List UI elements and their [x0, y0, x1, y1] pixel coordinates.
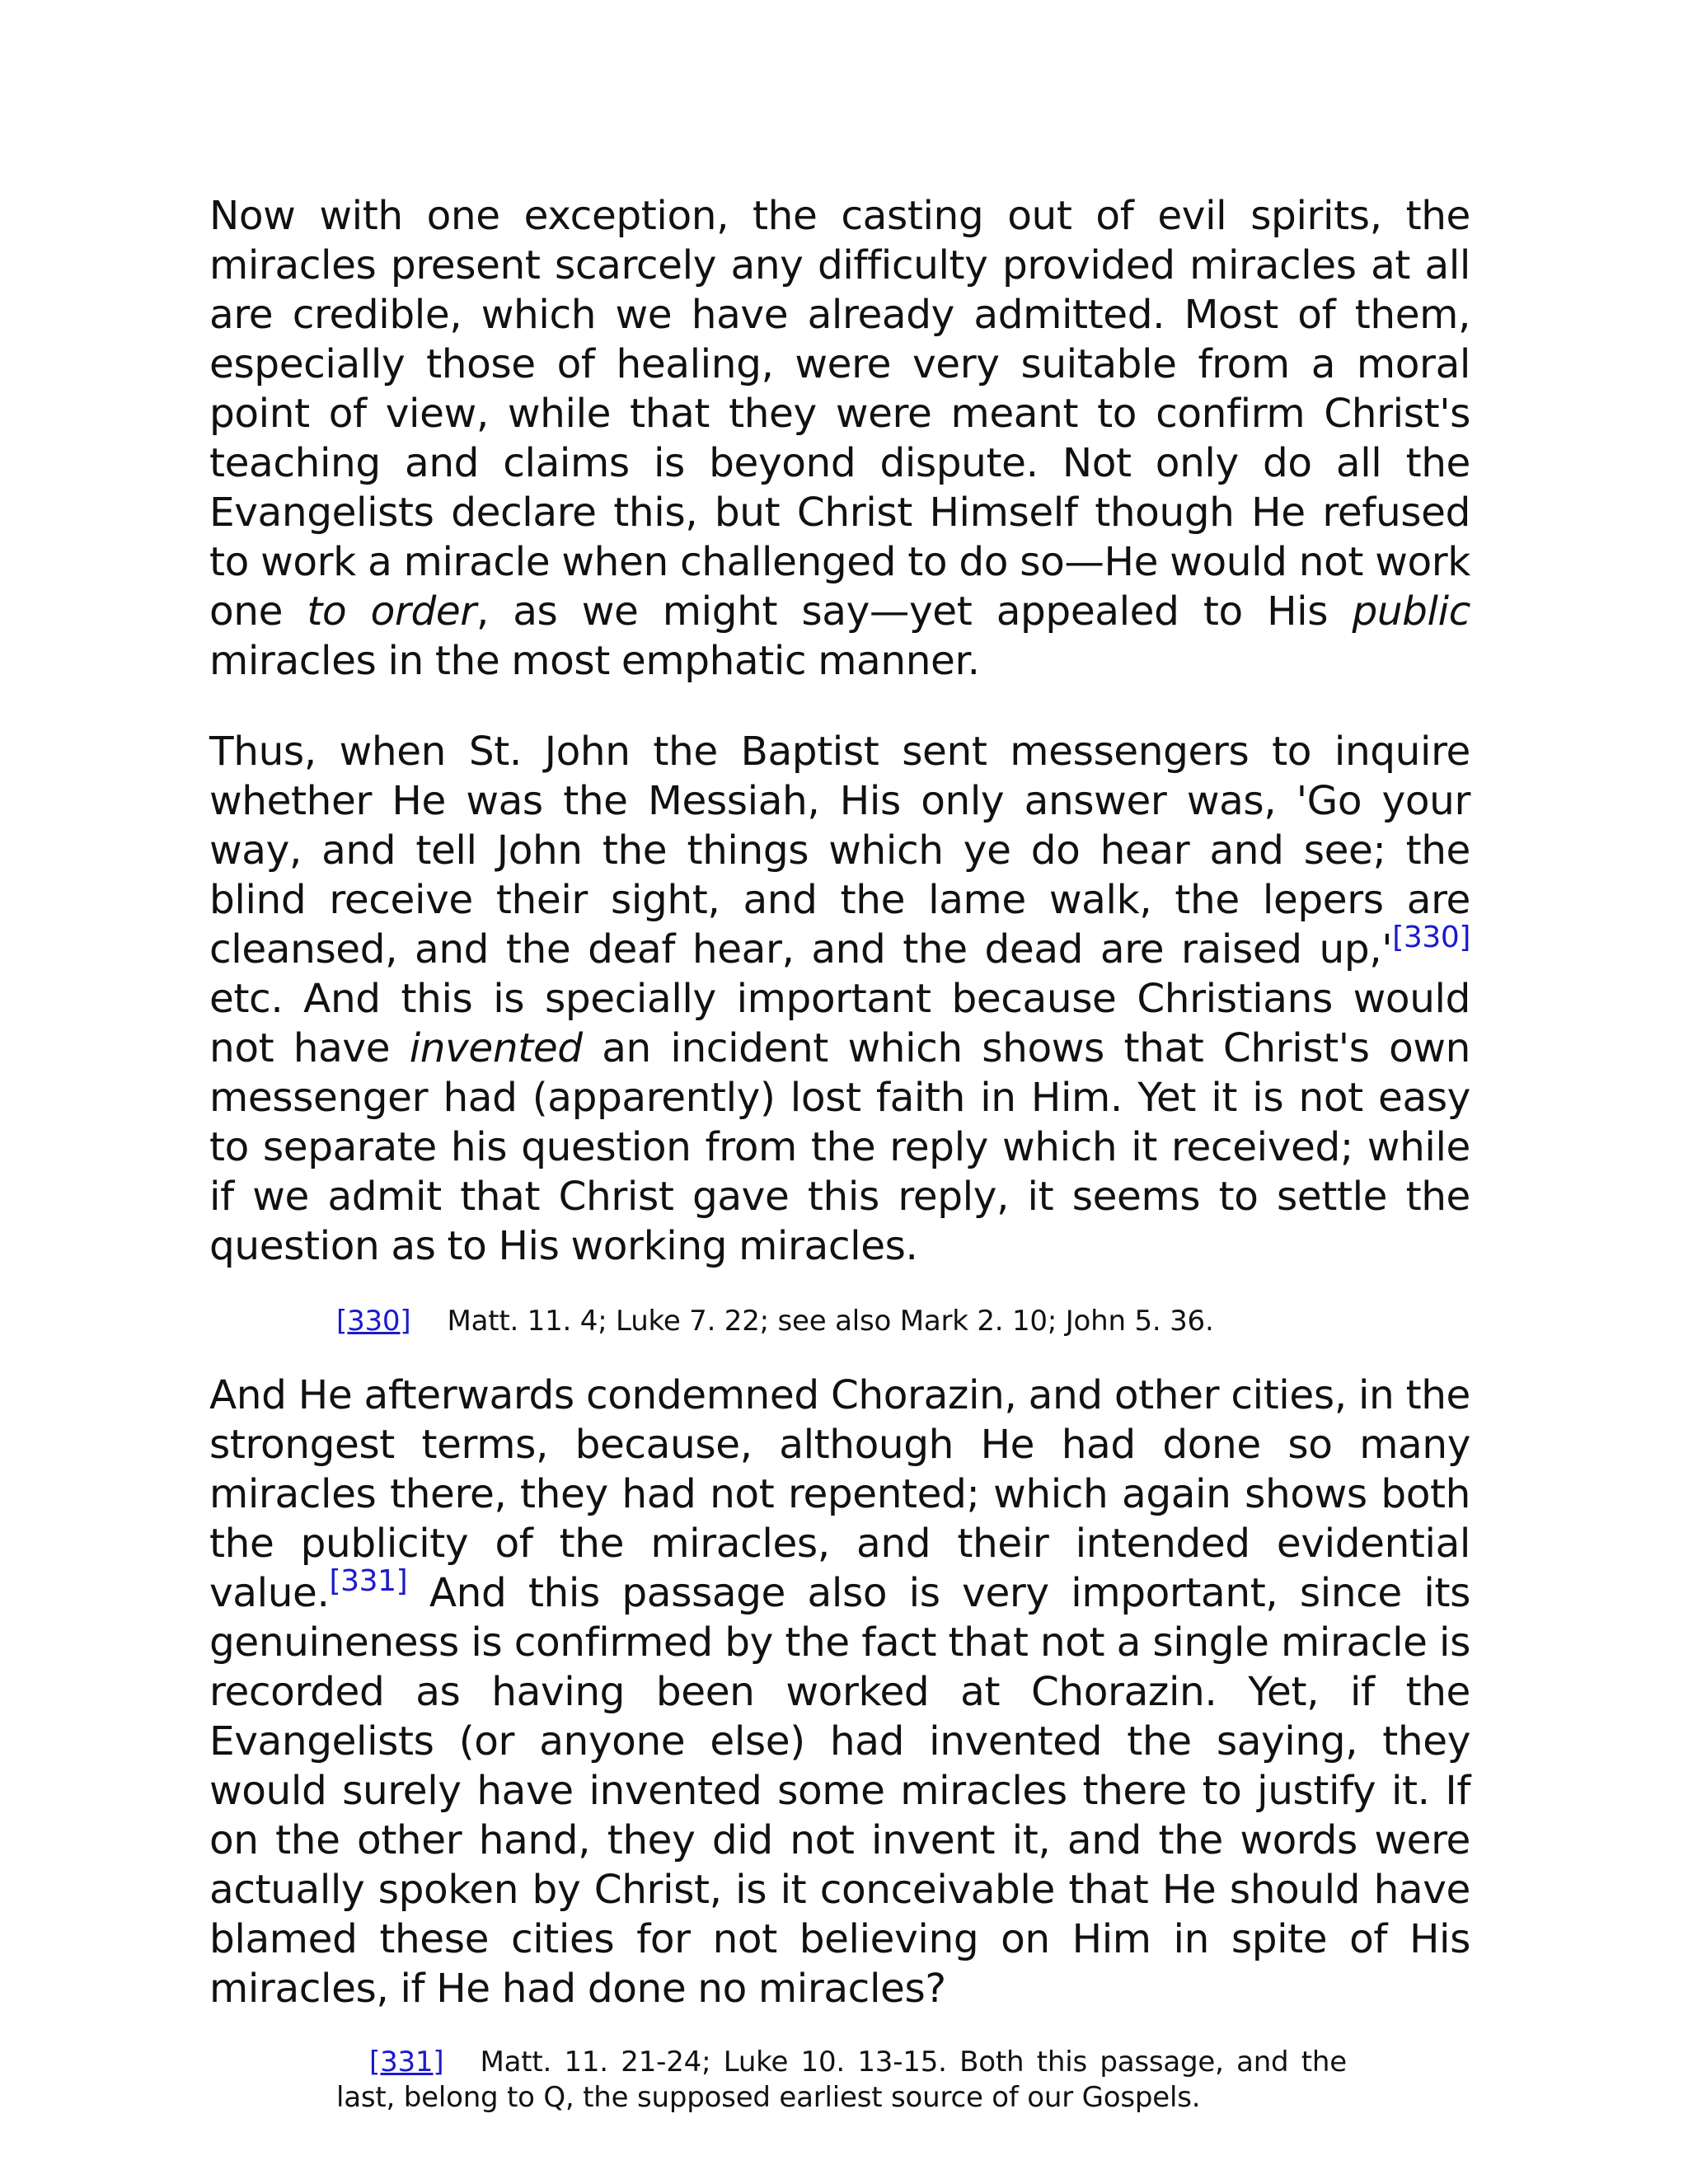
- paragraph-text: miracles in the most emphatic manner.: [209, 638, 980, 684]
- paragraph-text: And He afterwards condemned Chorazin, and other cities, in the strongest terms, because, although He had done so many miracles there, they had not repented; which again shows both the publicity of the miracles, and their intended evidential value.: [209, 1372, 1470, 1616]
- emphasis-public: public: [1352, 588, 1470, 635]
- paragraph-text: And this passage also is very important, since its genuineness is confirmed by the fact that not a single miracle is recorded as having been worked at Chorazin. Yet, if the Evangelists (or anyone else) had invented the saying, they would surely have invented some miracles there to justify it. If on the other hand, they did not invent it, and the words were actually spoken by Christ, is it conceivable that He should have blamed these cities for not believing on Him in spite of His miracles, if He had done no miracles?: [209, 1570, 1470, 2012]
- footnote-331: [336, 2045, 1347, 2116]
- paragraph-text: an incident which shows that Christ's own messenger had (apparently) lost faith in Him. Yet it is not easy to separate his question from the reply which it received; while if we admit that Christ gave this reply, it seems to settle the question as to His working miracles.: [209, 1025, 1470, 1269]
- paragraph-chorazin: [209, 1371, 1470, 2013]
- footnote-ref-330[interactable]: [330]: [1392, 921, 1470, 954]
- footnote-text: Matt. 11. 4; Luke 7. 22; see also Mark 2. 10; John 5. 36.: [447, 1305, 1214, 1338]
- footnote-backlink-331[interactable]: [331]: [369, 2046, 444, 2079]
- emphasis-to-order: to order: [307, 588, 476, 635]
- footnote-330: [209, 1304, 1470, 1339]
- page-content: [209, 191, 1470, 2116]
- paragraph-miracles-exception: [209, 191, 1470, 686]
- footnote-backlink-330[interactable]: [330]: [336, 1305, 411, 1338]
- footnote-text: Matt. 11. 21-24; Luke 10. 13-15. Both this passage, and the last, belong to Q, the supposed earliest source of our Gospels.: [336, 2046, 1347, 2114]
- emphasis-invented: invented: [409, 1025, 583, 1071]
- paragraph-text: Now with one exception, the casting out of evil spirits, the miracles present scarcely any difficulty provided miracles at all are credible, which we have already admitted. Most of them, especially those of healing, were very suitable from a moral point of view, while that they were meant to confirm Christ's teaching and claims is beyond dispute. Not only do all the Evangelists declare this, but Christ Himself though He refused to work a miracle when challenged to do so—He would not work one: [209, 193, 1470, 635]
- paragraph-john-baptist: [209, 727, 1470, 1271]
- paragraph-text: etc. And this is specially important because Christians would not have: [209, 976, 1470, 1071]
- footnote-ref-331[interactable]: [331]: [329, 1564, 408, 1598]
- paragraph-text: Thus, when St. John the Baptist sent messengers to inquire whether He was the Messiah, His only answer was, 'Go your way, and tell John the things which ye do hear and see; the blind receive their sight, and the lame walk, the lepers are cleansed, and the deaf hear, and the dead are raised up,': [209, 729, 1470, 972]
- paragraph-text: , as we might say—yet appealed to His: [476, 588, 1353, 635]
